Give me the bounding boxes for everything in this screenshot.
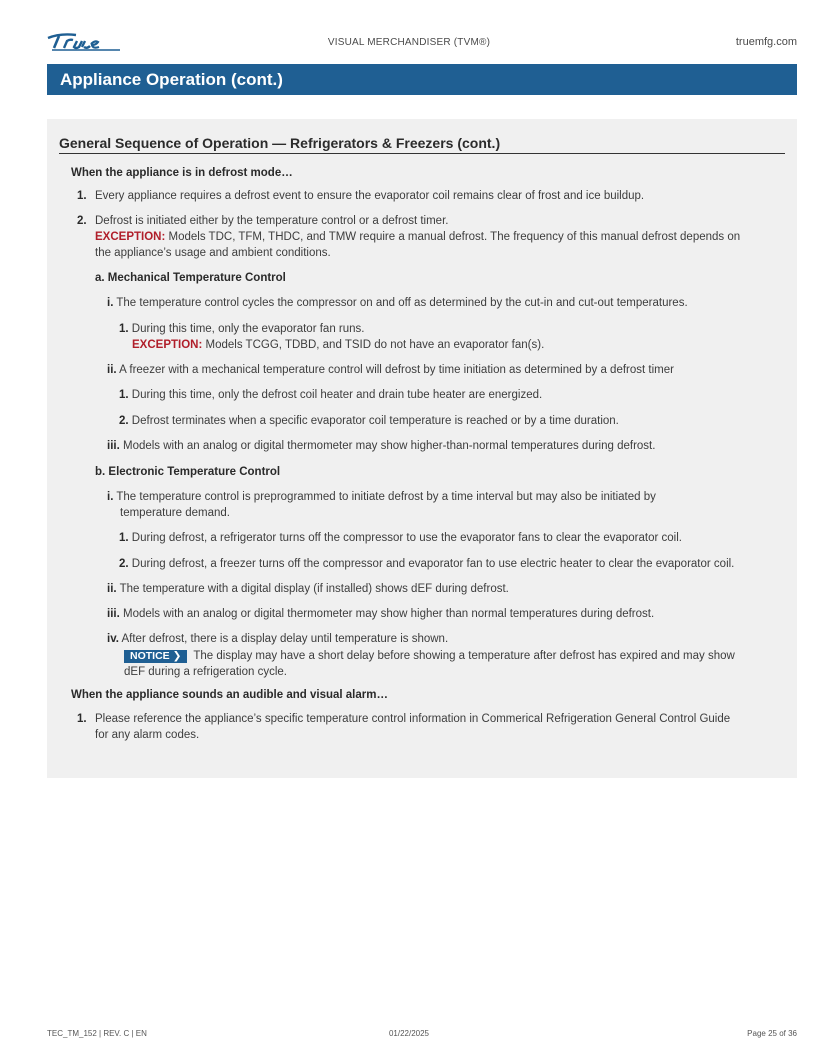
notice-text: dEF during a refrigeration cycle. — [124, 666, 287, 678]
exception-text: the appliance’s usage and ambient conditions. — [95, 247, 331, 259]
section-banner: Appliance Operation (cont.) — [47, 64, 797, 95]
list-item-continued: temperature demand. — [120, 507, 230, 519]
list-item: 2. Defrost terminates when a specific evaporator coil temperature is reached or by a time duration. — [119, 415, 619, 427]
list-item: ii. A freezer with a mechanical temperature control will defrost by time initiation as determined by a defrost timer — [107, 364, 674, 376]
list-item: i. The temperature control is preprogrammed to initiate defrost by a time interval but may also be initiated by — [107, 491, 656, 503]
item-number: 1. — [77, 713, 87, 725]
exception-line: EXCEPTION: Models TCGG, TDBD, and TSID do not have an evaporator fan(s). — [132, 339, 545, 351]
exception-line — [95, 229, 740, 245]
list-item: iii. Models with an analog or digital thermometer may show higher-than-normal temperatures during defrost. — [107, 440, 656, 452]
subsection-heading: b. Electronic Temperature Control — [95, 466, 281, 478]
item-text: Every appliance requires a defrost event to ensure the evaporator coil remains clear of frost and ice buildup. — [95, 190, 645, 202]
subsection-heading: a. Mechanical Temperature Control — [95, 272, 286, 284]
list-item: 2. During defrost, a freezer turns off the compressor and evaporator fan to use electric heater to clear the evaporator coil. — [119, 558, 735, 570]
exception-label: EXCEPTION: — [95, 231, 166, 243]
list-item: i. The temperature control cycles the compressor on and off as determined by the cut-in and cut-out temperatures. — [107, 297, 688, 309]
list-item: 1. During defrost, a refrigerator turns off the compressor to use the evaporator fans to clear the evaporator coil. — [119, 532, 682, 544]
notice-badge: NOTICE ❯ — [124, 650, 187, 663]
section-title: General Sequence of Operation — Refrigerators & Freezers (cont.) — [59, 135, 785, 154]
content-panel — [47, 119, 797, 778]
exception-text: Models TDC, TFM, THDC, and TMW require a manual defrost. The frequency of this manual defrost depends on — [168, 231, 741, 243]
list-item: iii. Models with an analog or digital thermometer may show higher than normal temperatures during defrost. — [107, 608, 655, 620]
list-item: ii. The temperature with a digital display (if installed) shows dEF during defrost. — [107, 583, 509, 595]
document-header-title: VISUAL MERCHANDISER (TVM®) — [327, 37, 491, 48]
footer-doc-id: TEC_TM_152 | REV. C | EN — [47, 1029, 147, 1038]
notice-text: The display may have a short delay before showing a temperature after defrost has expired and may show — [193, 650, 735, 662]
list-item: iv. After defrost, there is a display delay until temperature is shown. — [107, 633, 449, 645]
item-number: 2. — [77, 215, 87, 227]
list-item: 1. During this time, only the defrost coil heater and drain tube heater are energized. — [119, 389, 543, 401]
item-text: Defrost is initiated either by the temperature control or a defrost timer. — [95, 215, 449, 227]
notice-line — [124, 648, 735, 664]
website-link[interactable]: truemfg.com — [735, 36, 797, 48]
list-item: 1. During this time, only the evaporator fan runs. — [119, 323, 365, 335]
alarm-heading: When the appliance sounds an audible and visual alarm… — [71, 689, 388, 701]
item-text: for any alarm codes. — [95, 729, 200, 741]
footer-page-number: Page 25 of 36 — [747, 1029, 797, 1038]
footer-date: 01/22/2025 — [388, 1029, 430, 1038]
defrost-heading: When the appliance is in defrost mode… — [71, 167, 293, 179]
item-number: 1. — [77, 190, 87, 202]
item-text: Please reference the appliance’s specific temperature control information in Commerical Refrigeration General Control Guide — [95, 713, 731, 725]
